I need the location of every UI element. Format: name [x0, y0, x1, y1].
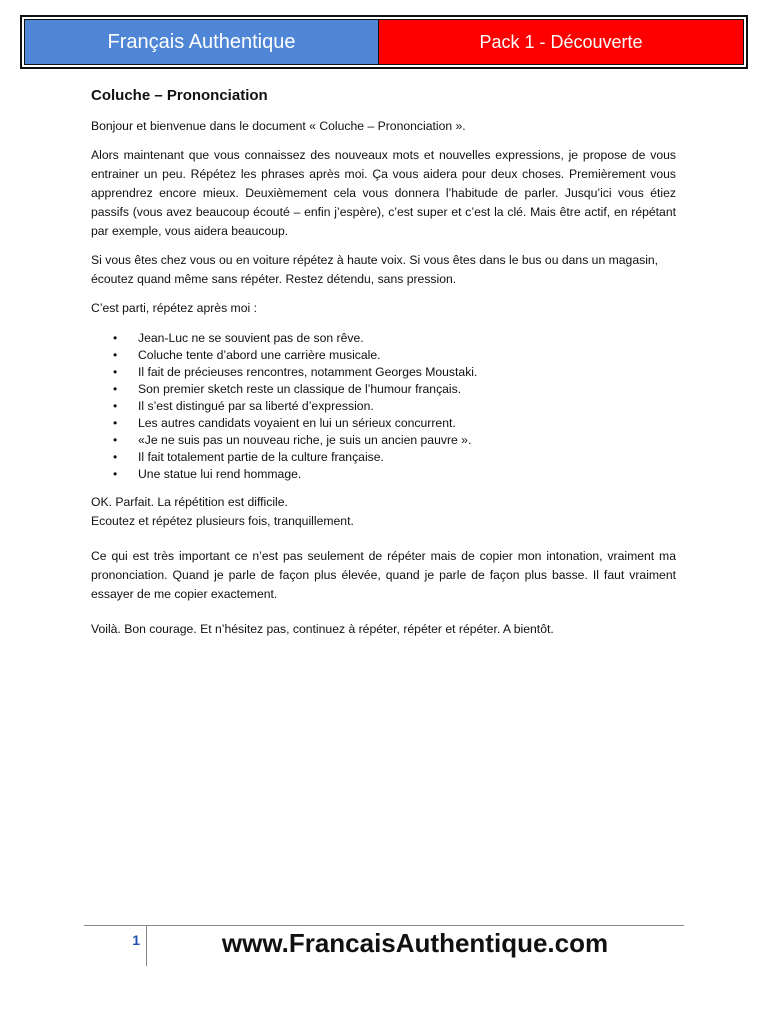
context-paragraph: Si vous êtes chez vous ou en voiture répétez à haute voix. Si vous êtes dans le bus ou dans un magasin, écoutez quand même sans répéter. Restez détendu, sans pression. [91, 253, 659, 286]
list-item [113, 364, 676, 381]
intro-paragraph: Bonjour et bienvenue dans le document « Coluche – Prononciation ». [91, 119, 466, 133]
bullet-icon: • [113, 348, 118, 362]
phrase-text: Une statue lui rend hommage. [138, 467, 302, 481]
ok-block [91, 493, 676, 531]
phrase-text: Les autres candidats voyaient en lui un sérieux concurrent. [138, 416, 456, 430]
ok-line: Ecoutez et répétez plusieurs fois, tranquillement. [91, 514, 354, 528]
bullet-icon: • [113, 433, 118, 447]
bullet-icon: • [113, 382, 118, 396]
lead-in-text: C’est parti, répétez après moi : [91, 301, 257, 315]
phrase-text: Son premier sketch reste un classique de l’humour français. [138, 382, 462, 396]
list-item [113, 381, 676, 398]
phrase-list [91, 330, 676, 483]
bullet-icon: • [113, 331, 118, 345]
list-item [113, 466, 676, 483]
list-item [113, 415, 676, 432]
list-item [113, 398, 676, 415]
bullet-icon: • [113, 416, 118, 430]
list-item [113, 449, 676, 466]
phrase-text: Il s’est distingué par sa liberté d’expression. [138, 399, 374, 413]
phrase-text: Il fait totalement partie de la culture française. [138, 450, 384, 464]
list-item [113, 347, 676, 364]
bullet-icon: • [113, 399, 118, 413]
list-item [113, 330, 676, 347]
phrase-text: Jean-Luc ne se souvient pas de son rêve. [138, 331, 364, 345]
closing-section [91, 493, 676, 639]
pack-title: Pack 1 - Découverte [379, 20, 743, 64]
bullet-icon: • [113, 365, 118, 379]
document-header [20, 15, 748, 69]
phrase-text: Il fait de précieuses rencontres, notamment Georges Moustaki. [138, 365, 478, 379]
bullet-icon: • [113, 450, 118, 464]
instructions-paragraph: Alors maintenant que vous connaissez des nouveaux mots et nouvelles expressions, je propose de vous entrainer un peu. Répétez les phrases après moi. Ça vous aidera pour deux choses. Premièrement vous apprendrez encore mieux. Deuxièmement cela vous donnera l’habitude de parler. Jusqu’ici vous étiez passifs (vous avez beaucoup écouté – enfin j’espère), c’est super et c’est la clé. Mais être actif, en répétant par exemple, vous aidera beaucoup. [91, 148, 676, 238]
document-body [91, 86, 676, 655]
footer-rule [84, 925, 684, 926]
footer-divider [146, 926, 147, 966]
bullet-icon: • [113, 467, 118, 481]
brand-title: Français Authentique [25, 20, 379, 64]
phrase-text: «Je ne suis pas un nouveau riche, je suis un ancien pauvre ». [138, 433, 472, 447]
intonation-paragraph: Ce qui est très important ce n’est pas seulement de répéter mais de copier mon intonation, vraiment ma prononciation. Quand je parle de façon plus élevée, quand je parle de façon plus basse. Il faut vraiment essayer de me copier exactement. [91, 549, 676, 601]
list-item [113, 432, 676, 449]
page-number: 1 [132, 932, 140, 948]
closing-paragraph: Voilà. Bon courage. Et n’hésitez pas, continuez à répéter, répéter et répéter. A bientôt. [91, 622, 554, 636]
phrase-text: Coluche tente d’abord une carrière musicale. [138, 348, 381, 362]
footer-url: www.FrancaisAuthentique.com [221, 928, 609, 958]
document-title: Coluche – Prononciation [91, 87, 268, 104]
header-bar [24, 19, 744, 65]
ok-line: OK. Parfait. La répétition est difficile. [91, 495, 288, 509]
